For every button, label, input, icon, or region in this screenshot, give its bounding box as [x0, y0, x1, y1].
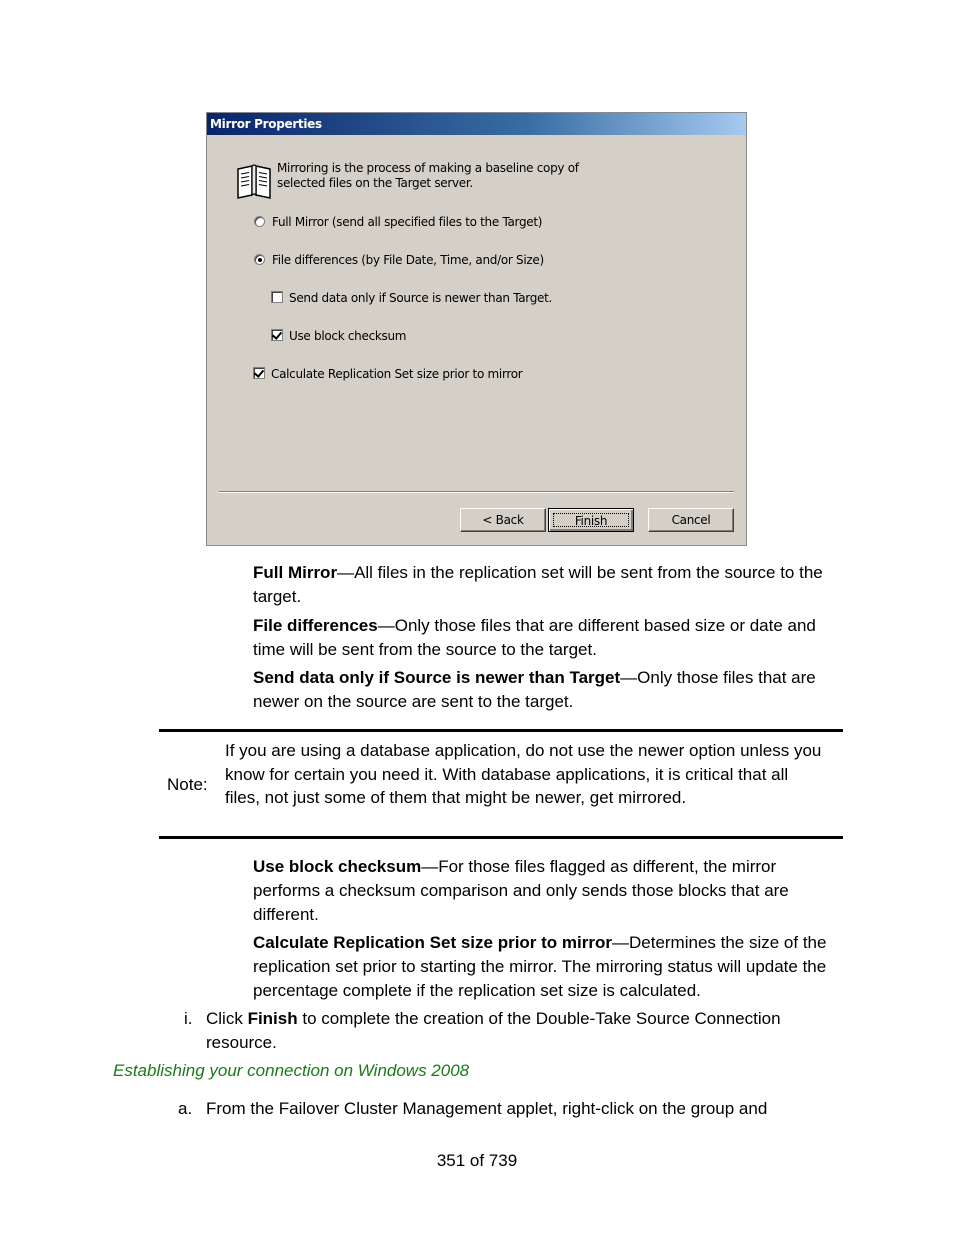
definition: —For those files flagged as different, the mirror performs a checksum comparison and only sends those blocks that are different.	[253, 857, 789, 924]
calc-size-label: Calculate Replication Set size prior to mirror	[271, 367, 523, 381]
finish-button[interactable]	[548, 508, 634, 532]
calc-size-description	[253, 931, 843, 1003]
radio-selected-icon	[254, 254, 265, 265]
note-label: Note:	[167, 775, 208, 794]
definition: —All files in the replication set will be sent from the source to the target.	[253, 563, 823, 606]
term: Full Mirror	[253, 563, 338, 582]
definition: —Determines the size of the replication set prior to starting the mirror. The mirroring status will update the percentage complete if the replication set size is calculated.	[253, 933, 827, 1000]
radio-unselected-icon	[254, 216, 265, 227]
page-number: 351 of 739	[436, 1151, 518, 1170]
step-prefix: Click	[206, 1009, 248, 1028]
finish-button-label: Finish	[553, 513, 629, 527]
definition: —Only those files that are newer on the source are sent to the target.	[253, 668, 816, 711]
checkbox-unchecked-icon	[271, 291, 283, 303]
step-suffix: to complete the creation of the Double-Take Source Connection resource.	[206, 1009, 781, 1052]
block-checksum-label: Use block checksum	[289, 329, 407, 343]
step-body: From the Failover Cluster Management applet, right-click on the group and	[206, 1099, 768, 1118]
dialog-intro-text: Mirroring is the process of making a baseline copy of selected files on the Target server.	[277, 161, 579, 190]
section-heading: Establishing your connection on Windows 2008	[113, 1061, 470, 1080]
send-newer-label: Send data only if Source is newer than Target.	[289, 291, 553, 305]
checkbox-checked-icon	[271, 329, 283, 341]
term: Use block checksum	[253, 857, 422, 876]
step-marker: i.	[184, 1009, 193, 1028]
full-mirror-label: Full Mirror (send all specified files to the Target)	[272, 215, 543, 229]
term: File differences	[253, 616, 378, 635]
send-newer-description	[253, 666, 843, 714]
mirror-properties-dialog	[206, 112, 747, 546]
dialog-title: Mirror Properties	[207, 113, 746, 135]
full-mirror-description	[253, 561, 843, 609]
term: Send data only if Source is newer than Target	[253, 668, 621, 687]
definition: —Only those files that are different based size or date and time will be sent from the source to the target.	[253, 616, 816, 659]
checkbox-checked-icon	[253, 367, 265, 379]
cancel-button[interactable]: Cancel	[648, 508, 734, 532]
term: Calculate Replication Set size prior to mirror	[253, 933, 612, 952]
note-box	[159, 729, 843, 839]
back-button[interactable]: < Back	[460, 508, 546, 532]
step-bold-finish: Finish	[247, 1009, 298, 1028]
file-differences-label: File differences (by File Date, Time, and/or Size)	[272, 253, 544, 267]
block-checksum-description	[253, 855, 843, 927]
step-marker: a.	[178, 1099, 193, 1118]
note-text: If you are using a database application, do not use the newer option unless you know for certain you need it. With database applications, it is critical that all files, not just some of them that might be newer, get mirrored.	[225, 741, 822, 807]
step-body	[206, 1007, 846, 1055]
dialog-separator	[219, 491, 734, 493]
book-icon	[234, 161, 274, 201]
file-differences-description	[253, 614, 843, 662]
